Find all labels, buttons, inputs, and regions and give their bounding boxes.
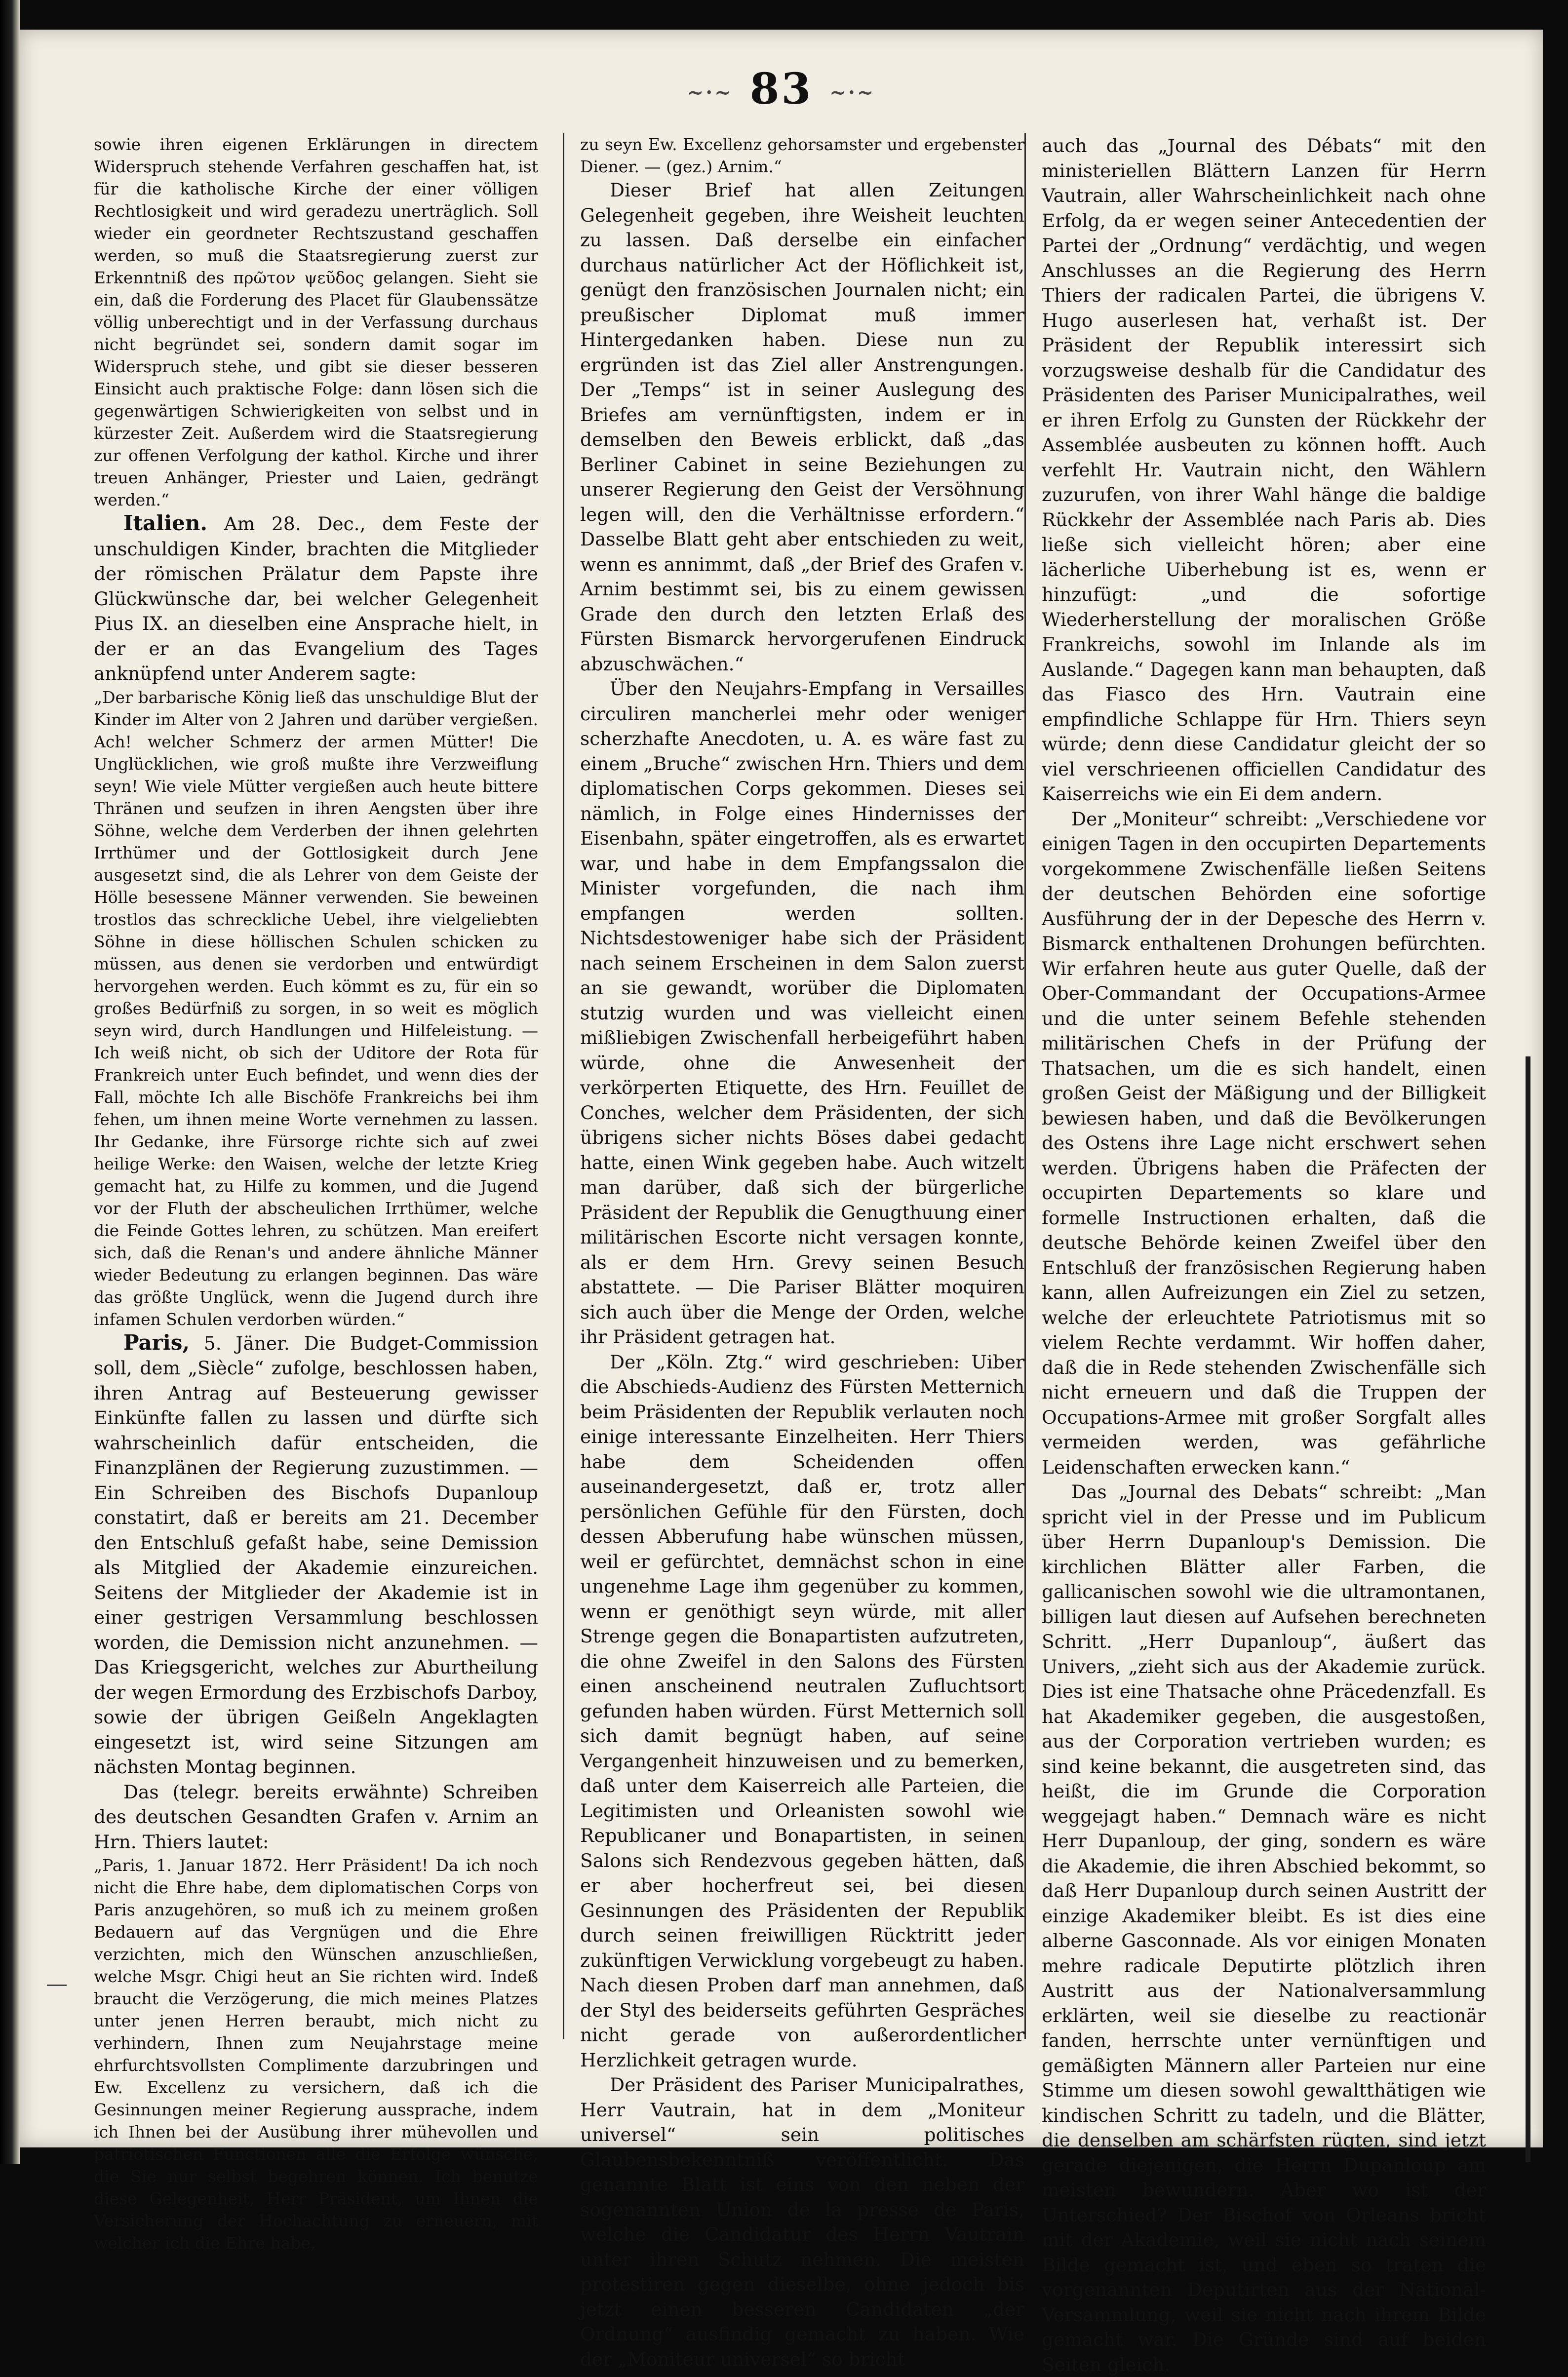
page-number: 83 xyxy=(749,64,813,114)
article-paragraph xyxy=(1042,807,1486,1480)
article-paragraph xyxy=(94,133,538,511)
article-paragraph xyxy=(1042,1480,1486,2377)
paragraph-text: Der Präsident des Pariser Municipalrathes, Herr Vautrain, hat in dem „Moniteur universel“ sein politisches Glaubensbekenntniß veröffentlicht. Das genannte Blatt ist eins von den neben der sogenannten Union de la presse de Paris, welche die Candidatur des Herrn Vautrain unter ihren Schutz nehmen. Die meisten protestiren gegen dieselbe, ohne jedoch bis jetzt einen besseren Candidaten „der Ordnung“ ausfindig gemacht zu haben. Wie der „Moniteur universel“ so bricht xyxy=(580,2074,1024,2370)
column-2 xyxy=(580,133,1024,2370)
article-paragraph xyxy=(580,2072,1024,2372)
paragraph-text: Über den Neujahrs-Empfang in Versailles circuliren mancherlei mehr oder weniger scherzhafte Anecdoten, u. A. es wäre fast zu einem „Bruche“ zwischen Hrn. Thiers und dem diplomatischen Corps gekommen. Dieses sei nämlich, in Folge eines Hindernisses der Eisenbahn, später eingetroffen, als es erwartet war, und habe in dem Empfangssalon die Minister vorgefunden, die nach ihm empfangen werden sollten. Nichtsdestoweniger habe sich der Präsident nach seinem Erscheinen in dem Salon zuerst an sie gewandt, worüber die Diplomaten stutzig wurden und was vielleicht einen mißliebigen Zwischenfall herbeigeführt haben würde, ohne die Anwesenheit der verkörperten Etiquette, des Hrn. Feuillet de Conches, welcher dem Präsidenten, der sich übrigens sicher nichts Böses dabei gedacht hatte, einen Wink gegeben habe. Auch witzelt man darüber, daß sich der bürgerliche Präsident der Republik die Genugthuung einer militärischen Escorte nicht versagen konnte, als er dem Hrn. Grevy seinen Besuch abstattete. — Die Pariser Blätter moquiren sich auch über die Menge der Orden, welche ihr Präsident getragen hat. xyxy=(580,678,1024,1348)
article-paragraph xyxy=(580,133,1024,178)
article-paragraph xyxy=(94,686,538,1330)
scan-edge-left xyxy=(0,0,20,2164)
paragraph-text: Das „Journal des Debats“ schreibt: „Man spricht viel in der Presse und im Publicum über Herrn Dupanloup's Demission. Die kirchlichen Blätter aller Farben, die gallicanischen sowohl wie die ultramontanen, billigen laut diesen auf Aufsehen berechneten Schritt. „Herr Dupanloup“, äußert das Univers, „zieht sich aus der Akademie zurück. Dies ist eine Thatsache ohne Präcedenzfall. Es hat Akademiker gegeben, die ausgestoßen, aus der Corporation vertrieben wurden; es sind keine bekannt, die ausgetreten sind, das heißt, die im Grunde die Corporation weggejagt haben.“ Demnach wäre es nicht Herr Dupanloup, der ging, sondern es wäre die Akademie, die ihren Abschied bekommt, so daß Herr Dupanloup durch seinen Austritt der einzige Akademiker bleibt. Es ist dies eine alberne Gasconnade. Als vor einigen Monaten mehre radicale Deputirte plötzlich ihren Austritt aus der Nationalversammlung erklärten, weil sie dieselbe zu reactionär fanden, herrschte unter vernünftigen und gemäßigten Männern aller Parteien nur eine Stimme um diesen sowohl gewaltthätigen wie kindischen Schritt zu tadeln, und die Blätter, die denselben am schärfsten rügten, sind jetzt gerade diejenigen, die Herrn Dupanloup am meisten bewundern. Aber wo ist der Unterschied? Der Bischof von Orleans bricht mit der Akademie, weil sie nicht nach seinem Bilde gemacht ist, und eben so traten die vorgenannten Deputirten aus der National-Versammlung, weil sie nicht nach ihrem Bilde gemacht war. Die Gründe sind auf beiden Seiten gleich. xyxy=(1042,1481,1486,2376)
dateline-heading: Paris, xyxy=(123,1330,190,1355)
article-paragraph xyxy=(580,178,1024,676)
flourish-left-icon: ~·~ xyxy=(687,81,733,104)
paragraph-text: „Der barbarische König ließ das unschuldige Blut der Kinder im Alter von 2 Jahren und darüber vergießen. Ach! welcher Schmerz der armen Mütter! Die Unglücklichen, wie groß mußte ihre Verzweiflung seyn! Wie viele Mütter vergießen auch heute bittere Thränen und seufzen in ihren Aengsten über ihre Söhne, welche dem Verderben der ihnen gelehrten Irrthümer und der Gottlosigkeit durch Jene ausgesetzt sind, die als Lehrer von dem Geiste der Hölle besessene Männer verwenden. Sie beweinen trostlos das schreckliche Uebel, ihre vielgeliebten Söhne in diese höllischen Schulen schicken zu müssen, aus denen sie verdorben und entwürdigt hervorgehen werden. Euch kömmt es zu, für ein so großes Bedürfniß zu sorgen, in so weit es möglich seyn wird, durch Handlungen und Hilfeleistung. — Ich weiß nicht, ob sich der Uditore der Rota für Frankreich unter Euch befindet, und wenn dies der Fall, möchte Ich alle Bischöfe Frankreichs bei ihm fehen, um ihnen meine Worte vernehmen zu lassen. Ihr Gedanke, ihre Fürsorge richte sich auf zwei heilige Werke: den Waisen, welche der letzte Krieg gemacht hat, zu Hilfe zu kommen, und die Jugend vor der Fluth der abscheulichen Irrthümer, welche die Feinde Gottes lehren, zu schützen. Man ereifert sich, daß die Renan's und andere ähnliche Männer wieder Bedeutung zu erlangen beginnen. Das wäre das größte Unglück, wenn die Jugend durch ihre infamen Schulen verdorben würden.“ xyxy=(94,687,538,1329)
column-rule-1 xyxy=(563,133,564,2039)
article-paragraph xyxy=(94,1780,538,1855)
paragraph-text: auch das „Journal des Débats“ mit den ministeriellen Blättern Lanzen für Herrn Vautrain, aller Wahrscheinlichkeit nach ohne Erfolg, da er wegen seiner Antecedentien der Partei der „Ordnung“ verdächtig, und wegen Anschlusses an die Regierung des Herrn Thiers der radicalen Partei, die übrigens V. Hugo auserlesen hat, verhaßt ist. Der Präsident der Republik interessirt sich vorzugsweise deshalb für die Candidatur des Präsidenten des Pariser Municipalrathes, weil er ihren Erfolg zu Gunsten der Rückkehr der Assemblée ausbeuten zu können hofft. Auch verfehlt Hr. Vautrain nicht, den Wählern zuzurufen, von ihrer Wahl hänge die baldige Rückkehr der Assemblée nach Paris ab. Dies ließe sich vielleicht hören; aber eine lächerliche Uiberhebung ist es, wenn er hinzufügt: „und die sofortige Wiederherstellung der moralischen Größe Frankreichs, sowohl im Inlande als im Auslande.“ Dagegen kann man behaupten, daß das Fiasco des Hrn. Vautrain eine empfindliche Schlappe für Hrn. Thiers seyn würde; denn diese Candidatur gleicht der so viel verschrieenen officiellen Candidatur des Kaiserreichs wie ein Ei dem andern. xyxy=(1042,135,1486,805)
scan-edge-right xyxy=(1526,1056,1530,2162)
column-1 xyxy=(94,133,538,2253)
article-paragraph xyxy=(94,1854,538,2254)
column-3 xyxy=(1042,133,1486,2376)
article-paragraph xyxy=(1042,133,1486,807)
article-paragraph xyxy=(94,1330,538,1780)
article-paragraph xyxy=(580,1350,1024,2073)
page-header xyxy=(20,64,1543,114)
article-paragraph xyxy=(94,511,538,686)
margin-mark xyxy=(47,1985,67,1986)
paragraph-text: Der „Köln. Ztg.“ wird geschrieben: Uiber die Abschieds-Audienz des Fürsten Metternich beim Präsidenten der Republik verlauten noch einige interessante Einzelheiten. Herr Thiers habe dem Scheidenden offen auseinandergesetzt, daß er, trotz aller persönlichen Gefühle für den Fürsten, doch dessen Abberufung habe wünschen müssen, weil er gefürchtet, demnächst schon in eine ungenehme Lage ihm gegenüber zu kommen, wenn er genöthigt seyn würde, mit aller Strenge gegen die Bonapartisten aufzutreten, die ohne Zweifel in den Salons des Fürsten einen anscheinend neutralen Zufluchtsort gefunden haben würden. Fürst Metternich soll sich damit begnügt haben, auf seine Vergangenheit hinzuweisen und zu bemerken, daß unter dem Kaiserreich alle Parteien, die Legitimisten und Orleanisten sowohl wie Republicaner und Bonapartisten, in seinen Salons sich Rendezvous gegeben hätten, daß er aber hocherfreut sei, bei diesen Gesinnungen des Präsidenten der Republik durch seinen freiwilligen Rücktritt jeder zukünftigen Verwicklung vorgebeugt zu haben. Nach diesen Proben darf man annehmen, daß der Styl des beiderseits geführten Gespräches nicht gerade von außerordentlicher Herzlichkeit getragen wurde. xyxy=(580,1351,1024,2071)
paragraph-text: Der „Moniteur“ schreibt: „Verschiedene vor einigen Tagen in den occupirten Departements vorgekommene Zwischenfälle ließen Seitens der deutschen Behörden eine sofortige Ausführung der in der Depesche des Herrn v. Bismarck enthaltenen Drohungen befürchten. Wir erfahren heute aus guter Quelle, daß der Ober-Commandant der Occupations-Armee und die unter seinem Befehle stehenden militärischen Chefs in der Prüfung der Thatsachen, um die es sich handelt, einen großen Geist der Mäßigung und der Billigkeit bewiesen haben, und daß die Bevölkerungen des Ostens ihre Lage nicht erschwert sehen werden. Übrigens haben die Präfecten der occupirten Departements so klare und formelle Instructionen erhalten, daß die deutsche Behörde keinen Zweifel über den Entschluß der französischen Regierung haben kann, allen Aufreizungen ein Ziel zu setzen, welche der erleuchtete Patriotismus mit so vielem Rechte verdammt. Wir hoffen daher, daß die in Rede stehenden Zwischenfälle sich nicht erneuern und daß die Truppen der Occupations-Armee mit großer Sorgfalt alles vermeiden werden, was gefährliche Leidenschaften erwecken kann.“ xyxy=(1042,808,1486,1478)
paragraph-text: „Paris, 1. Januar 1872. Herr Präsident! Da ich noch nicht die Ehre habe, dem diplomatischen Corps von Paris anzugehören, so muß ich zu meinem großen Bedauern auf das Vergnügen und die Ehre verzichten, mich den Wünschen anzuschließen, welche Msgr. Chigi heut an Sie richten wird. Indeß braucht die Verzögerung, die mich meines Platzes unter jenen Herren beraubt, mich nicht zu verhindern, Ihnen zum Neujahrstage meine ehrfurchtsvollsten Complimente darzubringen und Ew. Excellenz zu versichern, daß ich die Gesinnungen meiner Regierung aussprache, indem ich Ihnen bei der Ausübung ihrer mühevollen und patriotischen Functionen alle die Erfolge wünsche, die Sie nur selbst begehren können. Ich benutze diese Gelegenheit, Herr Präsident, um Ihnen die Versicherung der Hochachtung zu erneuern, mit welcher ich die Ehre habe, xyxy=(94,1856,538,2253)
paragraph-text: sowie ihren eigenen Erklärungen in directem Widerspruch stehende Verfahren geschaffen hat, ist für die katholische Kirche der einer völligen Rechtlosigkeit und wird geradezu unerträglich. Soll wieder ein geordneter Rechtszustand geschaffen werden, so muß die Staatsregierung zuerst zur Erkenntniß des πρῶτον ψεῦδος gelangen. Sieht sie ein, daß die Forderung des Placet für Glaubenssätze völlig unberechtigt und in der Verfassung durchaus nicht begründet sei, sondern damit sogar im Widerspruch stehe, und gibt sie dieser besseren Einsicht auch praktische Folge: dann lösen sich die gegenwärtigen Schwierigkeiten von selbst und in kürzester Zeit. Außerdem wird die Staatsregierung zur offenen Verfolgung der kathol. Kirche und ihrer treuen Anhänger, Priester und Laien, gedrängt werden.“ xyxy=(94,135,538,509)
flourish-right-icon: ~·~ xyxy=(829,81,876,104)
paragraph-text: Das (telegr. bereits erwähnte) Schreiben des deutschen Gesandten Grafen v. Arnim an Hrn. Thiers lautet: xyxy=(94,1781,538,1853)
article-paragraph xyxy=(580,676,1024,1350)
paragraph-text: 5. Jäner. Die Budget-Commission soll, dem „Siècle“ zufolge, beschlossen haben, ihren Antrag auf Besteuerung gewisser Einkünfte fallen zu lassen und dürfte sich wahrscheinlich dafür entscheiden, die Finanzplänen der Regierung zuzustimmen. — Ein Schreiben des Bischofs Dupanloup constatirt, daß er bereits am 21. December den Entschluß gefaßt habe, seine Demission als Mitglied der Akademie einzureichen. Seitens der Mitglieder der Akademie ist in einer gestrigen Versammlung beschlossen worden, die Demission nicht anzunehmen. — Das Kriegsgericht, welches zur Aburtheilung der wegen Ermordung des Erzbischofs Darboy, sowie der übrigen Geißeln Angeklagten eingesetzt ist, wird seine Sitzungen am nächsten Montag beginnen. xyxy=(94,1332,538,1778)
paragraph-text: Dieser Brief hat allen Zeitungen Gelegenheit gegeben, ihre Weisheit leuchten zu lassen. Daß derselbe ein einfacher durchaus natürlicher Act der Höflichkeit ist, genügt den französischen Journalen nicht; ein preußischer Diplomat muß immer Hintergedanken haben. Diese nun zu ergründen ist das Ziel aller Anstrengungen. Der „Temps“ ist in seiner Auslegung des Briefes am vernünftigsten, indem er in demselben den Beweis erblickt, daß „das Berliner Cabinet in seine Beziehungen zu unserer Regierung den Geist der Versöhnung legen will, den die Verhältnisse erfordern.“ Dasselbe Blatt geht aber entschieden zu weit, wenn es annimmt, daß „der Brief des Grafen v. Arnim bestimmt sei, bis zu einem gewissen Grade den durch den letzten Erlaß des Fürsten Bismarck hervorgerufenen Eindruck abzuschwächen.“ xyxy=(580,179,1024,675)
dateline-heading: Italien. xyxy=(123,511,208,535)
column-rule-2 xyxy=(1024,133,1026,2039)
paragraph-text: zu seyn Ew. Excellenz gehorsamster und ergebenster Diener. — (gez.) Arnim.“ xyxy=(580,135,1024,176)
paragraph-text: Am 28. Dec., dem Feste der unschuldigen Kinder, brachten die Mitglieder der römischen Prälatur dem Papste ihre Glückwünsche dar, bei welcher Gelegenheit Pius IX. an dieselben eine Ansprache hielt, in der er an das Evangelium des Tages anknüpfend unter Anderem sagte: xyxy=(94,513,538,684)
